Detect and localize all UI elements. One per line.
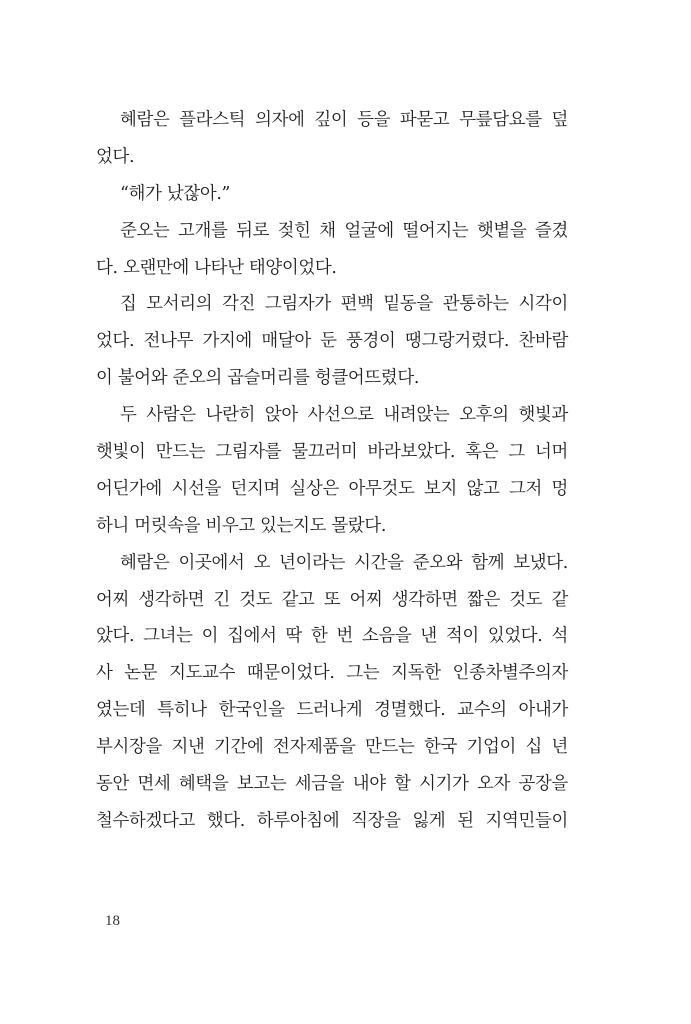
text-line: 이 불어와 준오의 곱슬머리를 헝클어뜨렸다. bbox=[96, 368, 420, 389]
paragraph bbox=[96, 102, 568, 176]
text-line: 햇빛이 만드는 그림자를 물끄러미 바라보았다. 혹은 그 너머 bbox=[96, 442, 568, 463]
text-line: 어딘가에 시선을 던지며 실상은 아무것도 보지 않고 그저 멍 bbox=[96, 478, 568, 499]
text-line: 하니 머릿속을 비우고 있는지도 몰랐다. bbox=[96, 515, 387, 536]
paragraph bbox=[96, 286, 568, 397]
paragraph bbox=[96, 397, 568, 545]
text-line: 였는데 특히나 한국인을 드러나게 경멸했다. 교수의 아내가 bbox=[96, 700, 568, 721]
paragraph bbox=[96, 213, 568, 287]
book-page-body bbox=[96, 102, 568, 840]
text-line: 부시장을 지낸 기간에 전자제품을 만드는 한국 기업이 십 년 bbox=[96, 737, 568, 758]
text-line: 었다. 전나무 가지에 매달아 둔 풍경이 땡그랑거렸다. 찬바람 bbox=[96, 331, 568, 352]
paragraph bbox=[96, 545, 568, 840]
text-line: 집 모서리의 각진 그림자가 편백 밑동을 관통하는 시각이 bbox=[120, 294, 568, 315]
text-line: 았다. 그녀는 이 집에서 딱 한 번 소음을 낸 적이 있었다. 석 bbox=[96, 626, 568, 647]
page-number: 18 bbox=[105, 913, 120, 929]
text-line: 어찌 생각하면 긴 것도 같고 또 어찌 생각하면 짧은 것도 같 bbox=[96, 589, 568, 610]
text-line: 혜람은 이곳에서 오 년이라는 시간을 준오와 함께 보냈다. bbox=[120, 552, 568, 573]
text-line: 두 사람은 나란히 앉아 사선으로 내려앉는 오후의 햇빛과 bbox=[120, 405, 568, 426]
text-line: 철수하겠다고 했다. 하루아침에 직장을 잃게 된 지역민들이 bbox=[96, 810, 568, 831]
text-line: 었다. bbox=[96, 146, 135, 167]
text-line: 다. 오랜만에 나타난 태양이었다. bbox=[96, 257, 337, 278]
paragraph-dialogue bbox=[96, 176, 568, 213]
text-line: 사 논문 지도교수 때문이었다. 그는 지독한 인종차별주의자 bbox=[96, 663, 568, 684]
text-line: 준오는 고개를 뒤로 젖힌 채 얼굴에 떨어지는 햇볕을 즐겼 bbox=[120, 220, 568, 241]
text-line: 혜람은 플라스틱 의자에 깊이 등을 파묻고 무릎담요를 덮 bbox=[120, 110, 568, 130]
text-line: “해가 났잖아.” bbox=[120, 183, 231, 204]
text-line: 동안 면세 혜택을 보고는 세금을 내야 할 시기가 오자 공장을 bbox=[96, 774, 568, 795]
